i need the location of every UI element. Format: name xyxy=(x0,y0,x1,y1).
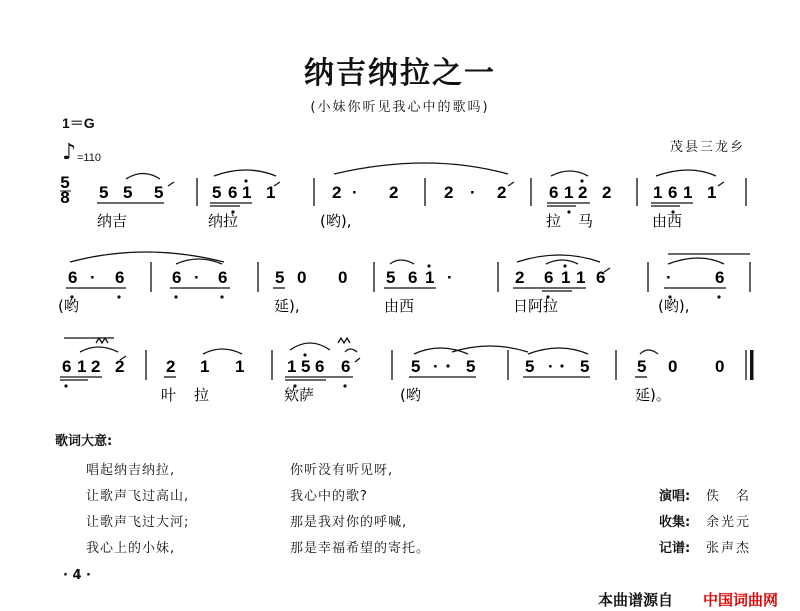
credit-value: 余光元 xyxy=(706,515,752,530)
note: 1 xyxy=(235,357,245,376)
source-site-link[interactable]: 中国词曲网 xyxy=(703,591,779,609)
note: 2 xyxy=(602,183,612,202)
credit-value: 张声杰 xyxy=(706,541,752,556)
note: · xyxy=(447,268,453,287)
note: 1 xyxy=(200,357,210,376)
lyric: 纳吉 xyxy=(97,212,128,230)
note: 6 xyxy=(544,268,554,287)
note: 6 xyxy=(218,268,228,287)
note: 1 xyxy=(425,268,435,287)
note: 0 xyxy=(297,268,307,287)
meaning-line: 你听没有听见呀, xyxy=(290,463,394,478)
note: 1 xyxy=(683,183,693,202)
note: 2 xyxy=(166,357,176,376)
note: 5 xyxy=(99,183,109,202)
lyric: 延), xyxy=(274,297,300,315)
note: 5 xyxy=(525,357,535,376)
score-line-1 xyxy=(97,163,746,214)
note: 1 xyxy=(561,268,571,287)
note: 6 xyxy=(172,268,182,287)
time-sig-top: 5 xyxy=(60,173,70,192)
lyric: 由西 xyxy=(384,297,415,315)
song-origin: 茂县三龙乡 xyxy=(670,140,746,155)
lyric: (哟), xyxy=(658,297,690,315)
note: 5 xyxy=(301,357,311,376)
credit-label: 演唱: xyxy=(659,489,691,504)
note: 2 xyxy=(444,183,454,202)
note: 2 xyxy=(389,183,399,202)
note: 6 xyxy=(68,268,78,287)
lyric: 叶 xyxy=(161,386,177,404)
meaning-line: 我心中的歌? xyxy=(290,489,368,504)
note: · xyxy=(548,357,554,376)
credit-value: 佚 名 xyxy=(706,489,752,504)
tempo-value: =110 xyxy=(77,152,101,164)
note: 5 xyxy=(123,183,133,202)
note: · xyxy=(433,357,439,376)
note: 6 xyxy=(228,183,238,202)
lyric: 马 xyxy=(578,212,594,230)
note: 6 xyxy=(668,183,678,202)
lyric: 欸萨 xyxy=(284,386,315,404)
note: 5 xyxy=(411,357,421,376)
lyric: 日阿拉 xyxy=(513,297,559,315)
note: 6 xyxy=(549,183,559,202)
meaning-line: 那是幸福希望的寄托。 xyxy=(290,541,431,556)
credit-label: 收集: xyxy=(659,515,691,530)
note: · xyxy=(90,268,96,287)
note: 2 xyxy=(578,183,588,202)
note: 1 xyxy=(242,183,252,202)
score-line-3 xyxy=(60,338,754,388)
lyric: 拉 xyxy=(194,386,210,404)
note: 2 xyxy=(115,357,125,376)
lyric: (哟 xyxy=(400,386,421,404)
lyrics-line-1 xyxy=(97,212,682,230)
note: 2 xyxy=(332,183,342,202)
note: 5 xyxy=(637,357,647,376)
note: 1 xyxy=(77,357,87,376)
meaning-line: 让歌声飞过高山, xyxy=(86,489,190,504)
meaning-line: 让歌声飞过大河; xyxy=(86,515,190,530)
lyric: 拉 xyxy=(546,212,562,230)
note: · xyxy=(352,183,358,202)
song-subtitle: (小妹你听见我心中的歌吗) xyxy=(310,100,490,115)
note: 2 xyxy=(497,183,507,202)
score-line-2 xyxy=(66,252,750,299)
note: 6 xyxy=(62,357,72,376)
note: 1 xyxy=(266,183,276,202)
lyrics-line-3 xyxy=(161,386,671,404)
note: 0 xyxy=(338,268,348,287)
key-signature: 1＝G xyxy=(62,115,95,131)
note: 2 xyxy=(91,357,101,376)
meaning-heading: 歌词大意: xyxy=(55,434,113,449)
time-sig-bottom: 8 xyxy=(60,188,70,207)
source-prefix: 本曲谱源自 xyxy=(598,591,674,609)
page-number: · 4 · xyxy=(63,568,91,583)
note: 5 xyxy=(386,268,396,287)
meaning-line: 唱起纳吉纳拉, xyxy=(86,463,176,478)
note: 0 xyxy=(668,357,678,376)
meaning-line: 那是我对你的呼喊, xyxy=(290,515,408,530)
note: · xyxy=(666,268,672,287)
eighth-note-icon: ♪ xyxy=(62,140,77,165)
note: · xyxy=(470,183,476,202)
note: 1 xyxy=(564,183,574,202)
credit-label: 记谱: xyxy=(659,541,691,556)
note: 5 xyxy=(154,183,164,202)
lyric: (哟 xyxy=(58,297,79,315)
note: 1 xyxy=(576,268,586,287)
note: 1 xyxy=(653,183,663,202)
note: 6 xyxy=(115,268,125,287)
note: 0 xyxy=(715,357,725,376)
note: 5 xyxy=(580,357,590,376)
song-title: 纳吉纳拉之一 xyxy=(304,56,496,91)
note: 5 xyxy=(466,357,476,376)
note: 2 xyxy=(515,268,525,287)
note: 6 xyxy=(408,268,418,287)
note: 5 xyxy=(212,183,222,202)
note: 5 xyxy=(275,268,285,287)
lyric: (哟), xyxy=(320,212,352,230)
lyrics-line-2 xyxy=(58,297,689,315)
note: 6 xyxy=(315,357,325,376)
note: 1 xyxy=(707,183,717,202)
lyric: 延)。 xyxy=(635,386,671,404)
note: 6 xyxy=(341,357,351,376)
note: · xyxy=(194,268,200,287)
note: 1 xyxy=(287,357,297,376)
lyric: 由西 xyxy=(652,212,683,230)
note: 6 xyxy=(596,268,606,287)
note: 6 xyxy=(715,268,725,287)
lyric: 纳拉 xyxy=(208,212,239,230)
meaning-line: 我心上的小妹, xyxy=(86,541,176,556)
